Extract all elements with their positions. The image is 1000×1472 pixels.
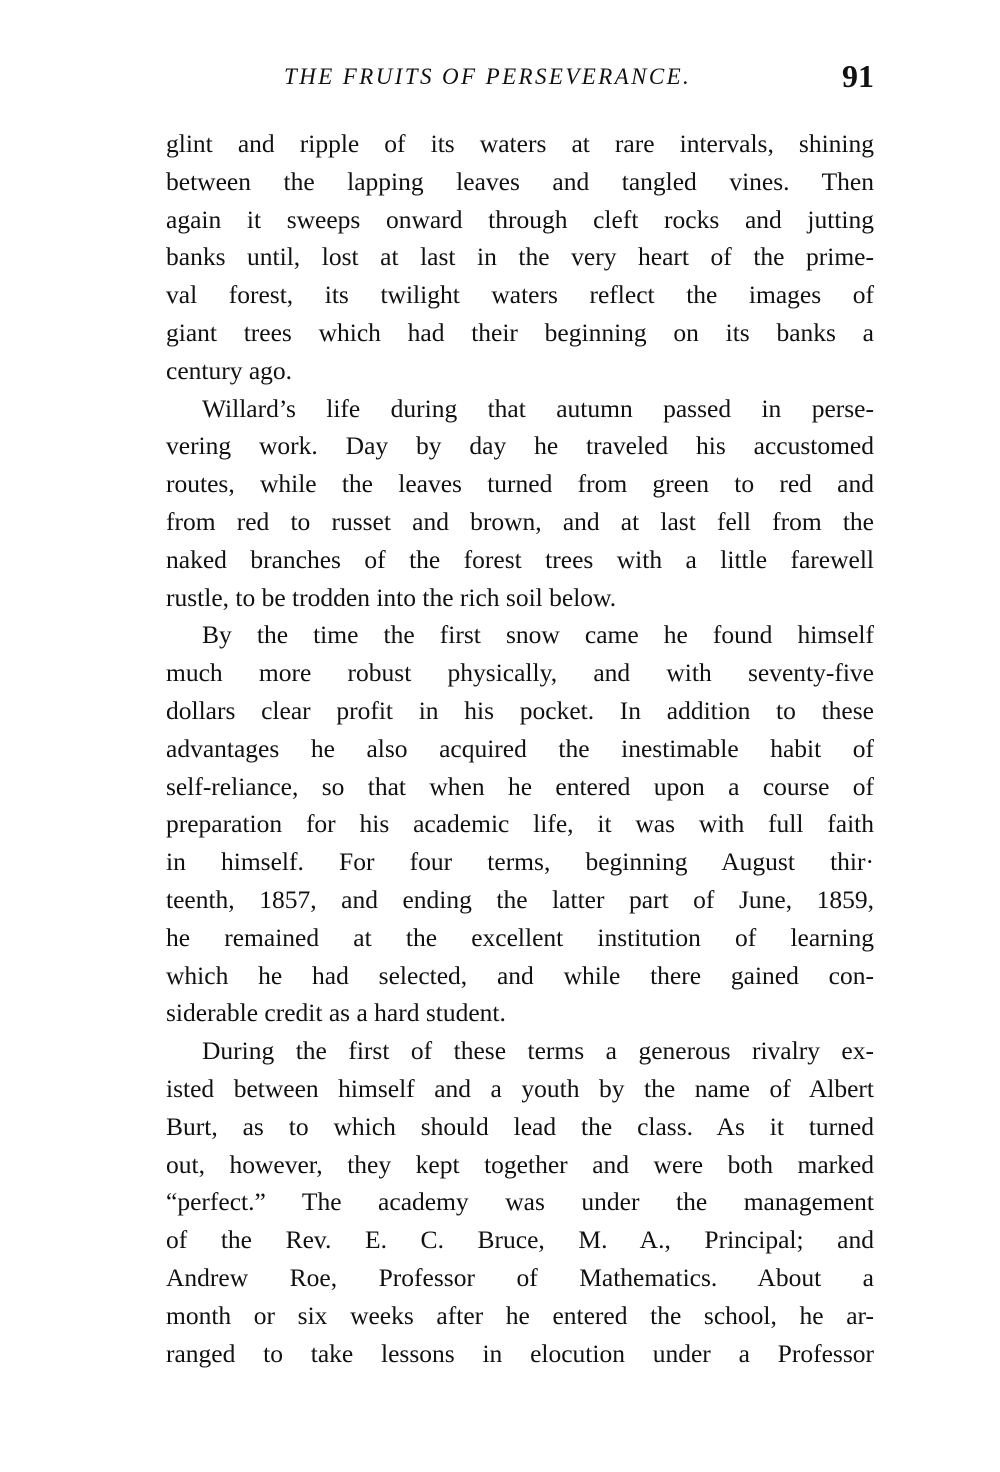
text-line: in himself. For four terms, beginning August thir·	[166, 847, 874, 877]
running-title: THE FRUITS OF PERSEVERANCE.	[284, 64, 692, 89]
text-line: val forest, its twilight waters reflect the images of	[166, 280, 874, 310]
body-text	[166, 125, 874, 1372]
text-line: teenth, 1857, and ending the latter part of June, 1859,	[166, 884, 874, 914]
text-line: self-reliance, so that when he entered upon a course of	[166, 771, 874, 801]
paragraph-2	[166, 390, 874, 617]
text-line: dollars clear profit in his pocket. In addition to these	[166, 695, 874, 725]
text-line: rustle, to be trodden into the rich soil below.	[166, 582, 617, 612]
text-line: Burt, as to which should lead the class. As it turned	[166, 1111, 874, 1141]
text-line: of the Rev. E. C. Bruce, M. A., Principal; and	[166, 1225, 874, 1255]
text-line: between the lapping leaves and tangled vines. Then	[166, 166, 874, 196]
text-line: By the time the first snow came he found himself	[202, 620, 874, 650]
text-line: much more robust physically, and with seventy-five	[166, 658, 874, 688]
text-line: During the first of these terms a generous rivalry ex-	[202, 1036, 874, 1066]
text-line: Andrew Roe, Professor of Mathematics. About a	[166, 1262, 874, 1292]
paragraph-3	[166, 616, 874, 1032]
text-line: isted between himself and a youth by the name of Albert	[166, 1073, 874, 1103]
text-line: from red to russet and brown, and at last fell from the	[166, 506, 874, 536]
page-number: 91	[842, 58, 874, 94]
text-line: vering work. Day by day he traveled his accustomed	[166, 431, 874, 461]
text-line: he remained at the excellent institution of learning	[166, 922, 874, 952]
text-line: preparation for his academic life, it was with full faith	[166, 809, 874, 839]
text-line: giant trees which had their beginning on its banks a	[166, 317, 874, 347]
paragraph-1	[166, 125, 874, 390]
text-line: advantages he also acquired the inestimable habit of	[166, 733, 874, 763]
text-line: out, however, they kept together and were both marked	[166, 1149, 874, 1179]
text-line: which he had selected, and while there gained con-	[166, 960, 874, 990]
text-line: siderable credit as a hard student.	[166, 998, 506, 1028]
text-line: century ago.	[166, 355, 293, 385]
text-line: month or six weeks after he entered the school, he ar-	[166, 1300, 874, 1330]
text-line: “perfect.” The academy was under the management	[166, 1187, 874, 1217]
text-line: naked branches of the forest trees with a little farewell	[166, 544, 874, 574]
running-head	[166, 60, 874, 100]
text-line: Willard’s life during that autumn passed in perse-	[202, 393, 874, 423]
text-line: routes, while the leaves turned from green to red and	[166, 469, 874, 499]
text-line: banks until, lost at last in the very heart of the prime-	[166, 242, 874, 272]
text-line: again it sweeps onward through cleft rocks and jutting	[166, 204, 874, 234]
text-line: ranged to take lessons in elocution under a Professor	[166, 1338, 874, 1368]
text-line: glint and ripple of its waters at rare intervals, shining	[166, 129, 874, 158]
paragraph-4	[166, 1032, 874, 1372]
